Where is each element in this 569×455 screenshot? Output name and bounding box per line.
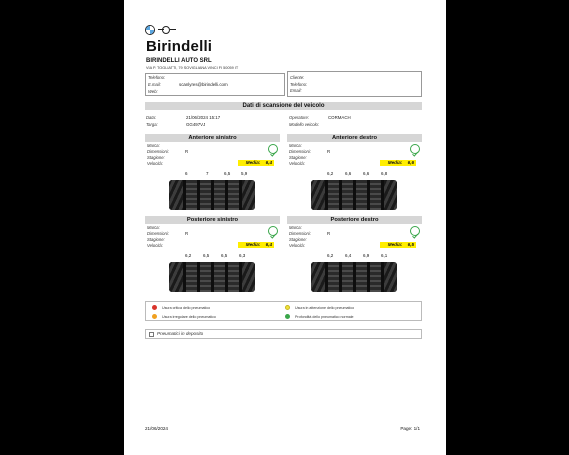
wear-legend bbox=[145, 301, 422, 321]
scan-section-title: Dati di scansione del veicolo bbox=[145, 102, 422, 110]
storage-label: Pneumatici in deposito bbox=[157, 331, 204, 336]
brand-label: Marca: bbox=[289, 225, 302, 230]
tire-tread-image bbox=[311, 262, 397, 292]
brand-label: Marca: bbox=[289, 143, 302, 148]
size-value: R bbox=[185, 231, 189, 236]
tread-depth-values bbox=[145, 253, 280, 259]
attention-wear-icon bbox=[285, 305, 290, 310]
dealer-email-value: scanlyres@birindelli.com bbox=[179, 82, 228, 87]
dealer-web-label: Web: bbox=[148, 89, 158, 94]
tire-tread-image bbox=[169, 180, 255, 210]
average-depth-badge: Media: 6,5 bbox=[380, 242, 416, 248]
plate-label: Targa: bbox=[146, 122, 158, 127]
average-depth-badge: Media: 6,4 bbox=[238, 242, 274, 248]
tire-panel-front-right bbox=[287, 134, 422, 212]
plate-value: GG497VJ bbox=[186, 122, 206, 127]
company-address: VIA P. TOGLIATTI, 79 SOVIGLIANA VINCI FI 50059 IT bbox=[146, 66, 239, 70]
footer-date: 21/06/2024 bbox=[145, 426, 168, 431]
season-label: Stagione: bbox=[289, 155, 307, 160]
client-phone-label: Telefono: bbox=[290, 82, 308, 87]
speed-label: Velocità: bbox=[289, 243, 305, 248]
average-depth-value: 6,4 bbox=[265, 242, 272, 247]
average-depth-value: 6,4 bbox=[265, 160, 272, 165]
brand-label: Marca: bbox=[147, 225, 160, 230]
storage-box bbox=[145, 329, 422, 339]
tread-depth-value: 6,4 bbox=[345, 253, 352, 258]
tire-panel-title: Anteriore destro bbox=[287, 134, 422, 142]
season-label: Stagione: bbox=[289, 237, 307, 242]
check-ok-icon bbox=[268, 226, 278, 236]
size-value: R bbox=[327, 231, 331, 236]
tread-depth-value: 6,2 bbox=[185, 253, 192, 258]
tread-depth-value: 5,9 bbox=[241, 171, 248, 176]
bmw-logo-icon bbox=[145, 25, 155, 35]
tread-depth-value: 6,5 bbox=[221, 253, 228, 258]
size-label: Dimensioni: bbox=[147, 149, 169, 154]
tire-tread-image bbox=[169, 262, 255, 292]
legend-irregular: Usura irregolare dello pneumatico bbox=[162, 315, 216, 319]
tread-depth-value: 6,5 bbox=[203, 253, 210, 258]
mini-logo-icon bbox=[158, 25, 172, 35]
tread-depth-value: 6,9 bbox=[363, 253, 370, 258]
tread-depth-value: 6,6 bbox=[363, 171, 370, 176]
check-ok-icon bbox=[410, 144, 420, 154]
tire-panel-front-left bbox=[145, 134, 280, 212]
scan-date-value: 21/06/2024 15:17 bbox=[186, 115, 221, 120]
tread-depth-values bbox=[287, 253, 422, 259]
size-label: Dimensioni: bbox=[289, 231, 311, 236]
size-label: Dimensioni: bbox=[147, 231, 169, 236]
size-value: R bbox=[327, 149, 331, 154]
tread-depth-value: 6,6 bbox=[345, 171, 352, 176]
client-email-label: Email: bbox=[290, 88, 302, 93]
tread-depth-values bbox=[145, 171, 280, 177]
season-label: Stagione: bbox=[147, 237, 165, 242]
dealer-email-label: E.mail: bbox=[148, 82, 161, 87]
client-label: Cliente: bbox=[290, 75, 305, 80]
tread-depth-value: 6,5 bbox=[224, 171, 231, 176]
tread-depth-value: 6,3 bbox=[239, 253, 246, 258]
check-ok-icon bbox=[410, 226, 420, 236]
average-depth-badge: Media: 6,4 bbox=[238, 160, 274, 166]
speed-label: Velocità: bbox=[289, 161, 305, 166]
legend-critical: Usura critica dello pneumatico bbox=[162, 306, 211, 310]
company-name: BIRINDELLI AUTO SRL bbox=[146, 58, 212, 64]
dealer-phone-label: Telefono: bbox=[148, 75, 166, 80]
report-page bbox=[124, 0, 446, 455]
normal-wear-icon bbox=[285, 314, 290, 319]
tire-panel-title: Posteriore destro bbox=[287, 216, 422, 224]
dealer-brand-name: Birindelli bbox=[146, 38, 213, 55]
footer-page-number: Page: 1/1 bbox=[400, 426, 420, 431]
tire-panel-title: Anteriore sinistro bbox=[145, 134, 280, 142]
scan-date-label: Data: bbox=[146, 115, 157, 120]
check-ok-icon bbox=[268, 144, 278, 154]
client-box bbox=[287, 71, 422, 97]
legend-normal: Profondità dello pneumatico normale bbox=[295, 315, 354, 319]
speed-label: Velocità: bbox=[147, 161, 163, 166]
brand-logos bbox=[145, 25, 172, 35]
tread-depth-value: 6,2 bbox=[327, 171, 334, 176]
vehicle-model-label: Modello veicolo: bbox=[289, 122, 320, 127]
tread-depth-value: 7 bbox=[206, 171, 209, 176]
operator-value: CORMACH bbox=[328, 115, 351, 120]
tread-depth-value: 6,8 bbox=[381, 171, 388, 176]
size-value: R bbox=[185, 149, 189, 154]
brand-label: Marca: bbox=[147, 143, 160, 148]
irregular-wear-icon bbox=[152, 314, 157, 319]
tire-panel-title: Posteriore sinistro bbox=[145, 216, 280, 224]
average-depth-value: 6,6 bbox=[407, 160, 414, 165]
average-depth-badge: Media: 6,6 bbox=[380, 160, 416, 166]
tread-depth-value: 6,2 bbox=[327, 253, 334, 258]
critical-wear-icon bbox=[152, 305, 157, 310]
speed-label: Velocità: bbox=[147, 243, 163, 248]
season-label: Stagione: bbox=[147, 155, 165, 160]
average-depth-value: 6,5 bbox=[407, 242, 414, 247]
tire-panel-rear-right bbox=[287, 216, 422, 294]
tread-depth-value: 6,1 bbox=[381, 253, 388, 258]
operator-label: Operatore: bbox=[289, 115, 310, 120]
size-label: Dimensioni: bbox=[289, 149, 311, 154]
tire-tread-image bbox=[311, 180, 397, 210]
legend-attention: Usura in attenzione dello pneumatico bbox=[295, 306, 355, 310]
tread-depth-values bbox=[287, 171, 422, 177]
dealer-contact-box bbox=[145, 73, 285, 96]
tire-panel-rear-left bbox=[145, 216, 280, 294]
storage-checkbox[interactable] bbox=[149, 332, 154, 337]
tread-depth-value: 6 bbox=[185, 171, 188, 176]
